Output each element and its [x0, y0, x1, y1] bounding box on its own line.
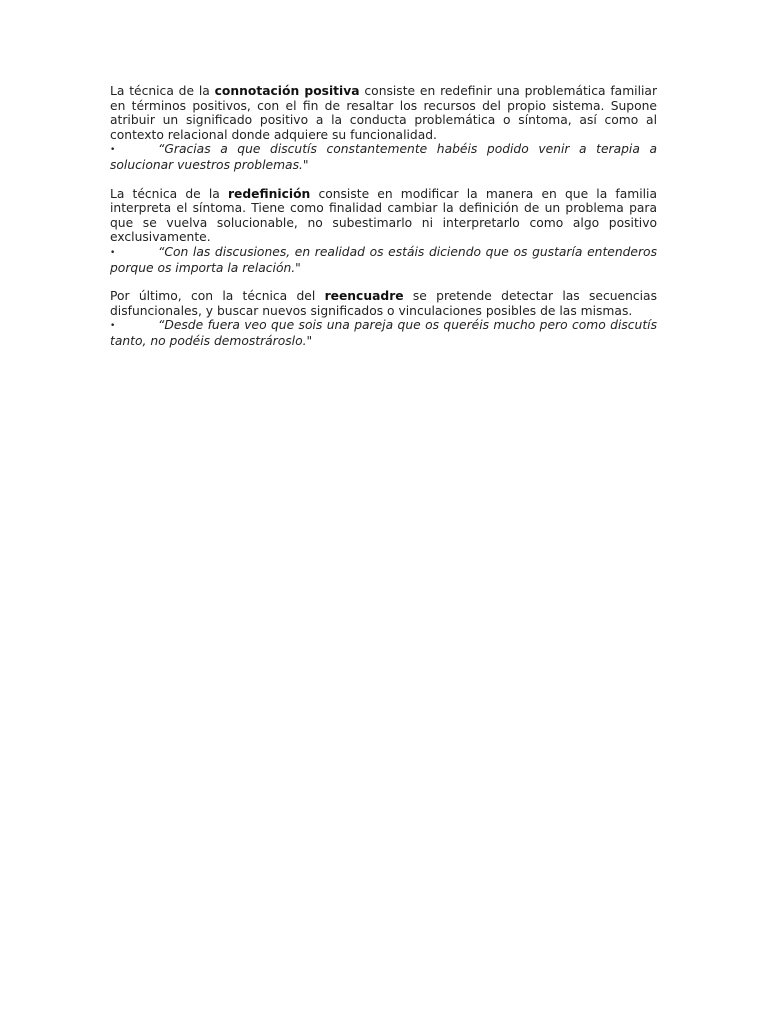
section-reencuadre — [110, 289, 657, 348]
intro-text: Por último, con la técnica del — [110, 289, 325, 304]
bullet-icon: • — [110, 247, 116, 258]
intro-text: La técnica de la — [110, 84, 215, 98]
bullet-icon: • — [110, 321, 116, 332]
bullet-icon: • — [110, 145, 116, 156]
example-quote: “Con las discusiones, en realidad os estáis diciendo que os gustaría entenderos porque os importa la relación." — [110, 244, 657, 275]
intro-text: se pretende detectar las secuencias disfuncionales, y buscar nuevos significados o vinculaciones posibles de las mismas. — [110, 289, 657, 318]
example-quote: “Desde fuera veo que sois una pareja que os queréis mucho pero como discutís tanto, no podéis demostrároslo." — [110, 318, 657, 348]
paragraph — [110, 289, 657, 318]
intro-text: consiste en modificar la manera en que la familia interpreta el síntoma. Tiene como finalidad cambiar la definición de un problema para que se vuelva solucionable, no subestimarlo ni interpretarlo como algo positivo exclusivamente. — [110, 186, 658, 245]
example-quote: “Gracias a que discutís constantemente habéis podido venir a terapia a solucionar vuestros problemas." — [110, 142, 657, 172]
section-redefinicion — [110, 187, 657, 276]
document-page — [110, 84, 657, 363]
term-bold: reencuadre — [324, 289, 404, 304]
intro-text: La técnica de la — [110, 186, 228, 201]
paragraph — [110, 187, 657, 245]
term-bold: connotación positiva — [214, 84, 360, 98]
term-bold: redefinición — [227, 186, 311, 201]
example-bullet — [110, 142, 657, 172]
section-connotacion-positiva — [110, 84, 657, 173]
example-bullet — [110, 318, 657, 348]
example-bullet — [110, 245, 657, 275]
paragraph — [110, 84, 657, 142]
intro-text: consiste en redefinir una problemática familiar en términos positivos, con el fin de resaltar los recursos del propio sistema. Supone atribuir un significado positivo a la conducta problemática o síntoma, así como al contexto relacional donde adquiere su funcionalidad. — [110, 84, 658, 142]
